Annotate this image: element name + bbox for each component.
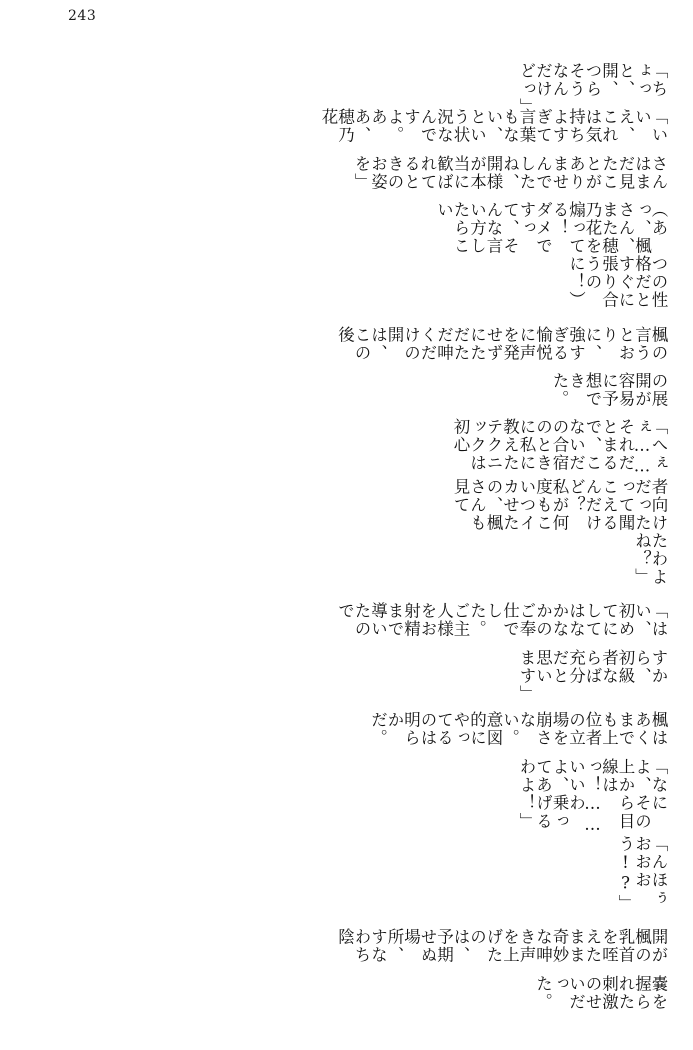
page-number: 243 bbox=[68, 8, 97, 24]
text-column: 者向けだったって聞こえるんだけど？ 私が何度もこいつイカせたの、楓さんも見て bbox=[451, 477, 668, 533]
text-column: 楓はあくまでも上位者の立場を崩さない。意図的にやってるのは明らかだ。 bbox=[368, 711, 668, 748]
text-column: たわよね？」 bbox=[632, 532, 668, 587]
text-column: さんはまだ見たことがありませんでしたね、開様が本当に歓ばれてるときのお姿を」 bbox=[352, 154, 668, 191]
text-column: 楓の言うとおりに、強すぎる愉悦に声を発せずにただただ呻くだけの開は、この後 bbox=[335, 325, 668, 362]
text-column: つの性格だとすぐに張り合うのに！） bbox=[566, 255, 668, 310]
text-column: 「なによ、その上から目線はっ！……いいわよ、乗ってあげるわよ！」 bbox=[517, 757, 668, 835]
text-column: 「いいえ、これは気持ちよすぎて言葉もない、という状況なんですよ。ああ、穂乃花 bbox=[319, 108, 668, 145]
text-column: 「へぇぇ……それだとまるで、こないだの合宿のときに私に教えたテクニックは初心 bbox=[451, 418, 668, 478]
text-column: の展開が容易に予想できた。 bbox=[550, 372, 668, 409]
text-column: 嚢を握られた刺激のせいだった。 bbox=[533, 974, 668, 1011]
vertical-text-body bbox=[30, 46, 670, 1021]
text-column: すから、初級者ならば充分だと思います」 bbox=[517, 648, 668, 704]
text-column: 開が楓の乳首を咥えたまま奇妙な呻き声を上げたのは、予期せぬ場所、すなわち陰 bbox=[335, 928, 668, 965]
text-column: 「んほぅおおおう!?」 bbox=[616, 834, 668, 913]
text-column: （あっ、楓さん、また穂乃花を煽ってる！ ダメですって、そんな言い方したらこい bbox=[434, 201, 668, 256]
text-column: 「はい、初めてにしてはなかなかのご奉仕でした。ご主人様をお射精まで導いたので bbox=[335, 602, 668, 639]
text-column: 「ちょっと、開、つらそうなんだけどっ」 bbox=[517, 62, 668, 117]
